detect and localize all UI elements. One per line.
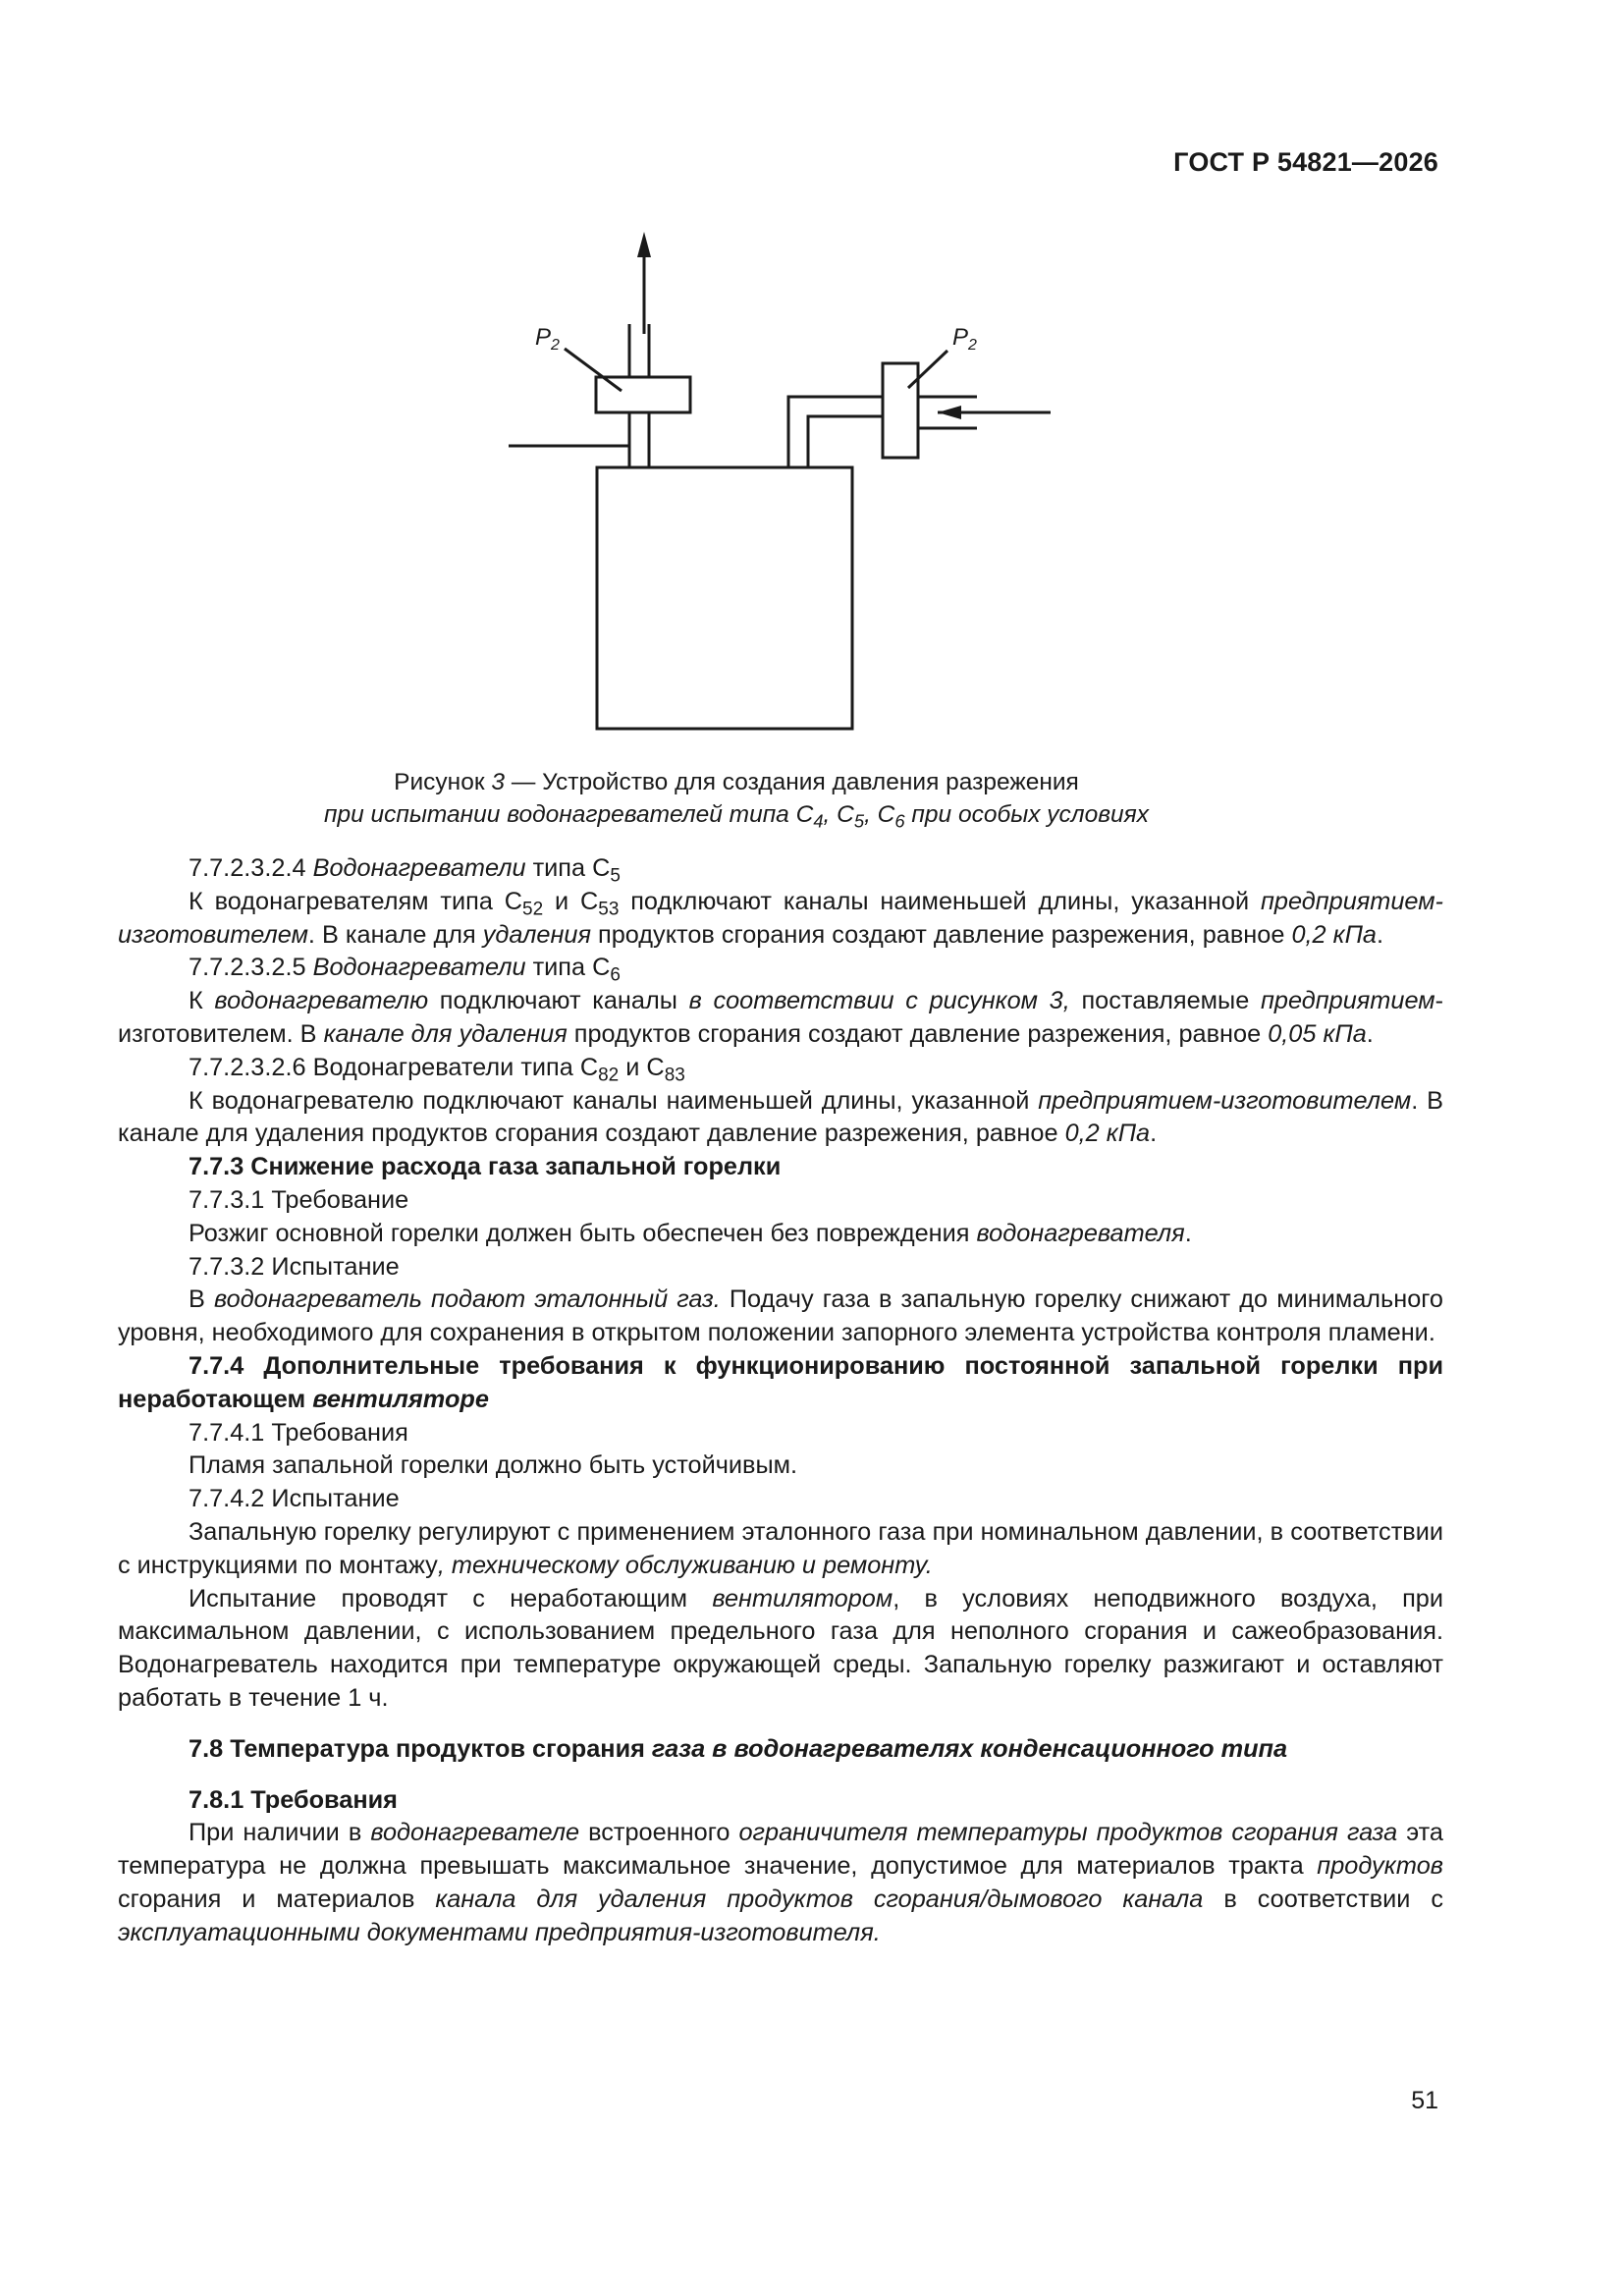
clause-7-7-2-3-2-6-heading: 7.7.2.3.2.6 Водонагреватели типа $C_{82}$ и $C_{83}$ [189,1053,685,1086]
inlet-arrow-icon [938,406,961,419]
clause-7-7-3-2-heading: 7.7.3.2 Испытание [189,1252,400,1281]
clause-7-7-2-3-2-5-heading: 7.7.2.3.2.5 Водонагреватели типа $C_6$ [189,954,621,987]
clause-7-7-2-3-2-4-heading: 7.7.2.3.2.4 Водонагреватели типа $C_5$ [189,854,621,887]
clause-7-7-4-1-heading: 7.7.4.1 Требования [189,1418,408,1447]
clause-7-7-2-3-2-6-text: К водонагревателю подключают каналы наименьшей длины, указанной предприятием-изготовителем. В канале для удаления продуктов сгорания создают давление разрежения, равное 0,2 кПа. [118,1086,1443,1148]
water-heater-box [597,467,852,729]
outlet-arrow-icon [637,232,651,257]
page-number: 51 [1411,2087,1438,2114]
intake-pipe-inner [808,416,883,467]
section-7-8-heading: 7.8 Температура продуктов сгорания газа в водонагревателях конденсационного типа [189,1734,1288,1763]
clause-7-8-1-heading: 7.8.1 Требования [189,1785,398,1814]
section-7-7-3-heading: 7.7.3 Снижение расхода газа запальной горелки [189,1153,782,1181]
clause-7-7-4-2-heading: 7.7.4.2 Испытание [189,1485,400,1513]
document-header: ГОСТ Р 54821—2026 [1173,147,1438,177]
intake-pressure-chamber [883,363,918,458]
caption-line-2: при испытании водонагревателей типа $C_4$, $C_5$, $C_6$ при особых условиях [323,801,1150,832]
caption-line-1: Рисунок 3 — Устройство для создания давления разрежения [394,769,1079,795]
label-p2-left: $P_2$ [535,324,560,354]
clause-7-7-3-1-heading: 7.7.3.1 Требование [189,1185,409,1214]
document-body [118,852,1443,1950]
intake-pipe-outer [788,397,883,467]
section-7-7-4-heading: 7.7.4 Дополнительные требования к функционированию постоянной запальной горелки при неработающем вентиляторе [118,1351,1443,1413]
figure-caption [295,766,1178,831]
clause-7-8-1-text: При наличии в водонагревателе встроенного ограничителя температуры продуктов сгорания газа эта температура не должна превышать максимальное значение, допустимое для материалов тракта продуктов сгорания и материалов канала для удаления продуктов сгорания/дымового канала в соответствии с эксплуатационными документами предприятия-изготовителя. [118,1819,1443,1946]
label-p2-right: $P_2$ [952,324,977,354]
clause-7-7-3-1-text: Розжиг основной горелки должен быть обеспечен без повреждения водонагревателя. [189,1219,1192,1247]
clause-7-7-3-2-text: В водонагреватель подают эталонный газ. Подачу газа в запальную горелку снижают до минимального уровня, необходимого для сохранения в открытом положении запорного элемента устройства контроля пламени. [118,1285,1444,1347]
clause-7-7-4-2-text-1: Запальную горелку регулируют с применением эталонного газа при номинальном давлении, в соответствии с инструкциями по монтажу, техническому обслуживанию и ремонту. [118,1517,1443,1579]
clause-7-7-4-2-text-2: Испытание проводят с неработающим вентилятором, в условиях неподвижного воздуха, при максимальном давлении, с использованием предельного газа для неполного сгорания и сажеобразования. Водонагреватель находится при температуре окружающей среды. Запальную горелку разжигают и оставляют работать в течение 1 ч. [118,1584,1444,1712]
clause-7-7-4-1-text: Пламя запальной горелки должно быть устойчивым. [189,1451,798,1480]
clause-7-7-2-3-2-5-text: К водонагревателю подключают каналы в соответствии с рисунком 3, поставляемые предприятием-изготовителем. В канале для удаления продуктов сгорания создают давление разрежения, равное 0,05 кПа. [118,987,1444,1048]
figure-3-diagram [491,226,1080,737]
clause-7-7-2-3-2-4-text: К водонагревателям типа $C_{52}$ и $C_{53}$ подключают каналы наименьшей длины, указанной предприятием-изготовителем. В канале для удаления продуктов сгорания создают давление разрежения, равное 0,2 кПа. [118,887,1443,949]
